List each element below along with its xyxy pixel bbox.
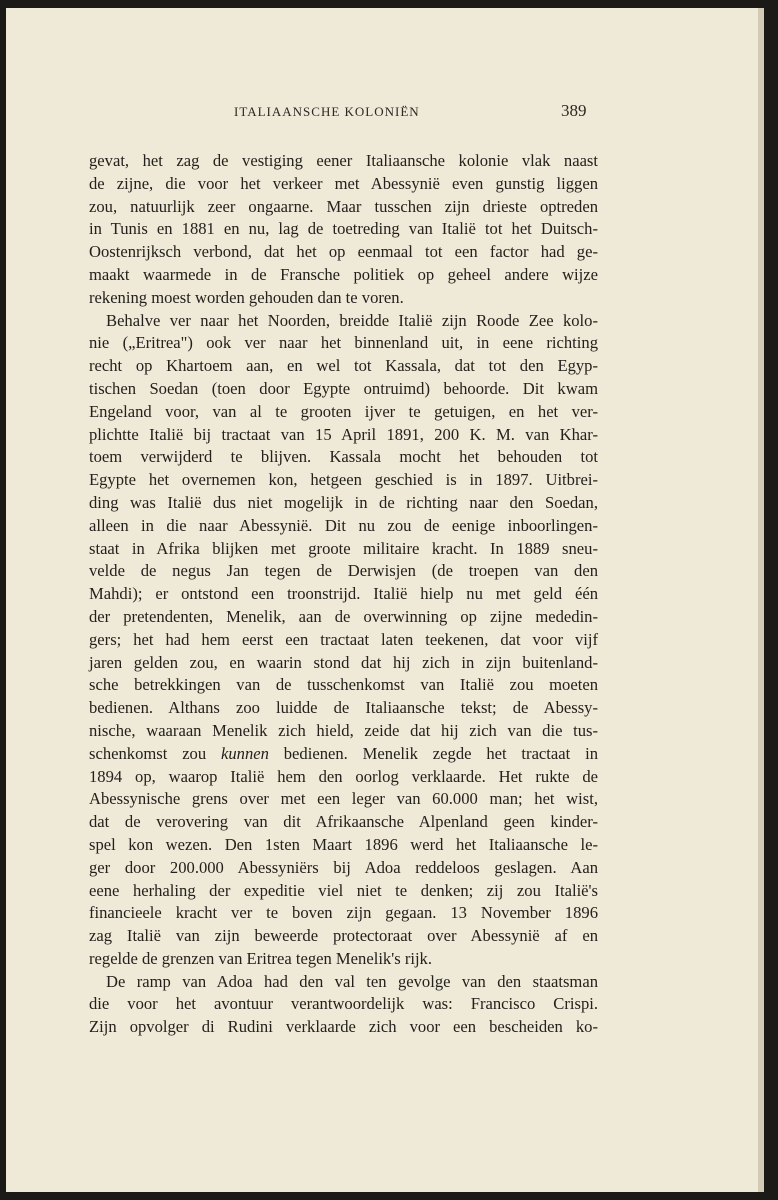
text-line: tischen Soedan (toen door Egypte ontruimd) behoorde. Dit kwam bbox=[89, 378, 598, 398]
text-line: jaren gelden zou, en waarin stond dat hij zich in zijn buitenland- bbox=[89, 652, 598, 672]
text-line: rekening moest worden gehouden dan te voren. bbox=[89, 287, 404, 307]
text-fragment: bedienen. Menelik zegde het tractaat in bbox=[268, 743, 598, 763]
text-fragment: schenkomst zou bbox=[89, 743, 221, 763]
text-line: nische, waaraan Menelik zich hield, zeide dat hij zich van die tus- bbox=[89, 720, 598, 740]
text-line: financieele kracht ver te boven zijn gegaan. 13 November 1896 bbox=[89, 903, 598, 923]
text-line: maakt waarmede in de Fransche politiek op geheel andere wijze bbox=[89, 264, 598, 284]
text-line: regelde de grenzen van Eritrea tegen Menelik's rijk. bbox=[89, 948, 433, 968]
text-line: eene herhaling der expeditie viel niet te denken; zij zou Italië's bbox=[89, 880, 598, 900]
page-header bbox=[6, 101, 758, 130]
text-line: zou, natuurlijk zeer ongaarne. Maar tusschen zijn drieste optreden bbox=[89, 196, 598, 216]
text-line: velde de negus Jan tegen de Derwisjen (de troepen van den bbox=[89, 561, 598, 581]
text-line: Abessynische grens over met een leger van 60.000 man; het wist, bbox=[89, 789, 598, 809]
text-line: gevat, het zag de vestiging eener Italiaansche kolonie vlak naast bbox=[89, 151, 598, 170]
text-line: dat de verovering van dit Afrikaansche Alpenland geen kinder- bbox=[89, 812, 598, 832]
book-page bbox=[6, 8, 764, 1192]
text-line: die voor het avontuur verantwoordelijk was: Francisco Crispi. bbox=[89, 994, 598, 1014]
text-line: toem verwijderd te blijven. Kassala mocht het behouden tot bbox=[89, 447, 598, 467]
page-number: 389 bbox=[561, 101, 587, 120]
text-line: Engeland voor, van al te grooten ijver te getuigen, en het ver- bbox=[89, 401, 598, 421]
text-line: ger door 200.000 Abessyniërs bij Adoa reddeloos geslagen. Aan bbox=[89, 857, 598, 877]
text-line: in Tunis en 1881 en nu, lag de toetreding van Italië tot het Duitsch- bbox=[89, 219, 598, 239]
text-line: staat in Afrika blijken met groote militaire kracht. In 1889 sneu- bbox=[89, 538, 598, 558]
text-line: spel kon wezen. Den 1sten Maart 1896 werd het Italiaansche le- bbox=[89, 834, 598, 854]
running-title: ITALIAANSCHE KOLONIËN bbox=[234, 104, 420, 119]
text-line: gers; het had hem eerst een tractaat laten teekenen, dat voor vijf bbox=[89, 629, 598, 649]
text-line bbox=[89, 743, 598, 766]
text-line: Zijn opvolger di Rudini verklaarde zich voor een bescheiden ko- bbox=[89, 1017, 598, 1037]
text-line: Behalve ver naar het Noorden, breidde Italië zijn Roode Zee kolo- bbox=[106, 310, 598, 330]
text-line: bedienen. Althans zoo luidde de Italiaansche tekst; de Abessy- bbox=[89, 698, 598, 718]
text-line: Oostenrijksch verbond, dat het op eenmaal tot een factor had ge- bbox=[89, 242, 598, 262]
text-line: recht op Khartoem aan, en wel tot Kassala, dat tot den Egyp- bbox=[89, 356, 598, 376]
text-line: de zijne, die voor het verkeer met Abessynië even gunstig liggen bbox=[89, 173, 598, 193]
text-line: sche betrekkingen van de tusschenkomst van Italië zou moeten bbox=[89, 675, 598, 695]
text-line: nie („Eritrea") ook ver naar het binnenland uit, in eene richting bbox=[89, 333, 598, 353]
body-text bbox=[89, 150, 598, 1039]
text-line: ding was Italië dus niet mogelijk in de richting naar den Soedan, bbox=[89, 492, 598, 512]
text-line: 1894 op, waarop Italië hem den oorlog verklaarde. Het rukte de bbox=[89, 766, 598, 786]
text-line: Mahdi); er ontstond een troonstrijd. Italië hielp nu met geld één bbox=[89, 584, 598, 604]
text-line: der pretendenten, Menelik, aan de overwinning op zijne mededin- bbox=[89, 606, 598, 626]
text-line: alleen in die naar Abessynië. Dit nu zou de eenige inboorlingen- bbox=[89, 515, 598, 535]
text-line: De ramp van Adoa had den val ten gevolge van den staatsman bbox=[106, 971, 598, 991]
text-line: Egypte het overnemen kon, hetgeen geschied is in 1897. Uitbrei- bbox=[89, 470, 598, 490]
text-line: plichtte Italië bij tractaat van 15 April 1891, 200 K. M. van Khar- bbox=[89, 424, 598, 444]
text-line: zag Italië van zijn beweerde protectoraat over Abessynië af en bbox=[89, 926, 598, 946]
emphasis-word: kunnen bbox=[221, 743, 269, 763]
